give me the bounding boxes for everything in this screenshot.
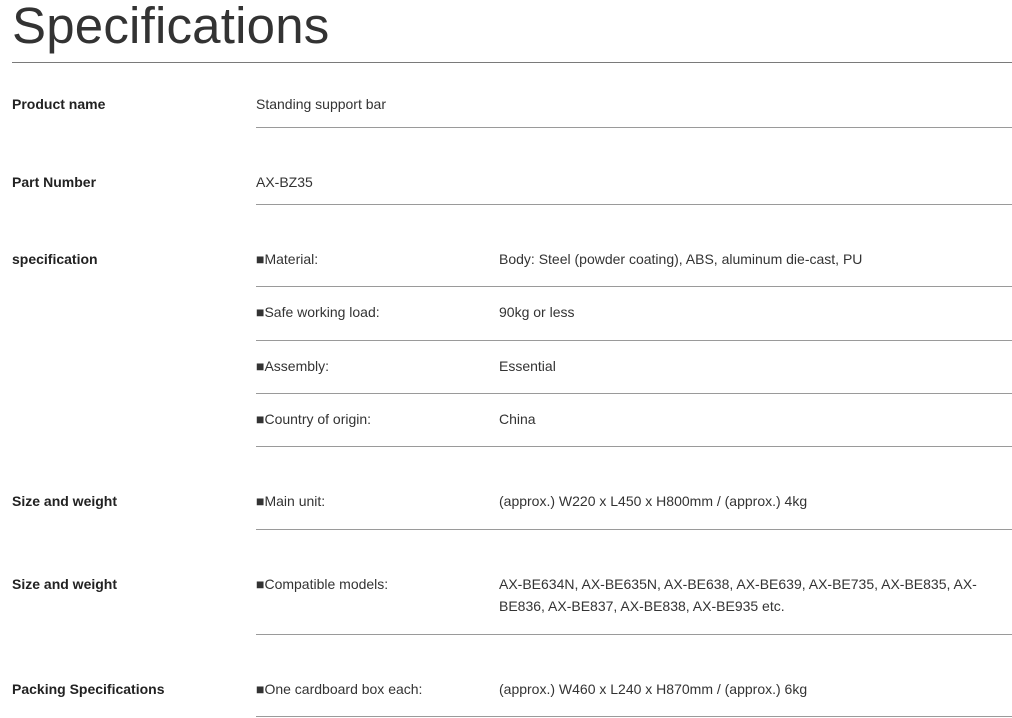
row-divider — [256, 340, 1012, 341]
country-of-origin-key: ■Country of origin: — [256, 411, 372, 427]
row-divider — [256, 127, 1012, 128]
cardboard-box-key: ■One cardboard box each: — [256, 681, 423, 697]
compatible-models-key: ■Compatible models: — [256, 576, 389, 592]
compatible-models-value: AX-BE634N, AX-BE635N, AX-BE638, AX-BE639, AX-BE735, AX-BE835, AX-BE836, AX-BE837, AX-BE838, AX-BE935 etc. — [499, 576, 977, 614]
title-divider — [12, 62, 1012, 63]
main-unit-key: ■Main unit: — [256, 493, 326, 509]
product-name-label: Product name — [12, 96, 106, 112]
row-divider — [256, 393, 1012, 394]
safe-working-load-key: ■Safe working load: — [256, 304, 380, 320]
safe-working-load-value: 90kg or less — [499, 304, 575, 320]
part-number-label: Part Number — [12, 174, 97, 190]
row-divider — [256, 716, 1012, 717]
country-of-origin-value: China — [499, 411, 536, 427]
row-divider — [256, 634, 1012, 635]
material-value: Body: Steel (powder coating), ABS, aluminum die-cast, PU — [499, 251, 863, 267]
row-divider — [256, 529, 1012, 530]
product-name-value: Standing support bar — [256, 96, 386, 112]
row-divider — [256, 286, 1012, 287]
size-weight-label: Size and weight — [12, 493, 118, 509]
row-divider — [256, 204, 1012, 205]
material-key: ■Material: — [256, 251, 319, 267]
part-number-value: AX-BZ35 — [256, 174, 313, 190]
main-unit-value: (approx.) W220 x L450 x H800mm / (approx.) 4kg — [499, 493, 808, 509]
size-weight-label: Size and weight — [12, 576, 118, 592]
assembly-value: Essential — [499, 358, 556, 374]
row-divider — [256, 446, 1012, 447]
assembly-key: ■Assembly: — [256, 358, 330, 374]
packing-specifications-label: Packing Specifications — [12, 681, 165, 697]
cardboard-box-value: (approx.) W460 x L240 x H870mm / (approx.) 6kg — [499, 681, 808, 697]
specification-label: specification — [12, 251, 98, 267]
page-title: Specifications — [12, 0, 330, 54]
